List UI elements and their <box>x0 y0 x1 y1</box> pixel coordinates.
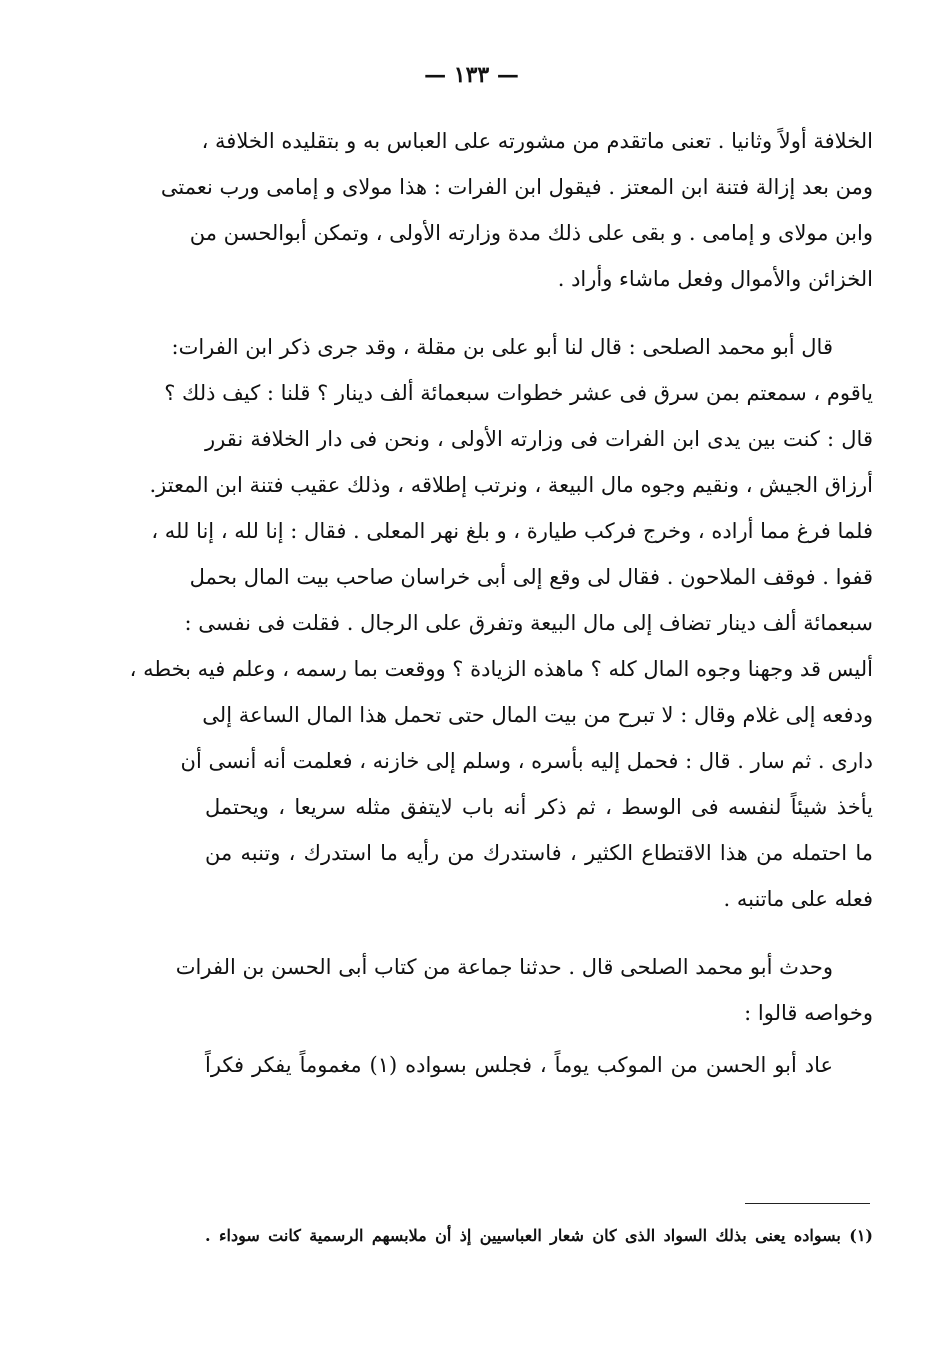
text-line: الخزائن والأموال وفعل ماشاء وأراد . <box>557 267 873 291</box>
text-line: ما احتمله من هذا الاقتطاع الكثير ، فاستدرك من رأيه ما استدرك ، وتنبه من <box>205 841 873 865</box>
text-line: قال أبو محمد الصلحى : قال لنا أبو على بن مقلة ، وقد جرى ذكر ابن الفرات: <box>171 335 833 359</box>
paragraph <box>160 118 873 302</box>
text-line: قفوا . فوقف الملاحون . فقال لى وقع إلى أبى خراسان صاحب بيت المال بحمل <box>189 565 873 589</box>
text-line: يأخذ شيئاً لنفسه فى الوسط ، ثم ذكر أنه باب لايتفق مثله سريعا ، ويحتمل <box>205 795 873 819</box>
footnote: (١) بسواده يعنى بذلك السواد الذى كان شعار العباسيين إذ أن ملابسهم الرسمية كانت سوداء . <box>205 1226 873 1245</box>
text-line: أليس قد وجهنا وجوه المال كله ؟ ماهذه الزيادة ؟ ووقعت بما رسمه ، وعلم فيه بخطه ، <box>129 657 873 681</box>
text-line: فلما فرغ مما أراده ، وخرج فركب طيارة ، و بلغ نهر المعلى . فقال : إنا لله ، إنا لله ، <box>151 519 873 543</box>
text-line: ودفعه إلى غلام وقال : لا تبرح من بيت المال حتى تحمل هذا المال الساعة إلى <box>202 703 873 727</box>
text-line: وابن مولاى و إمامى . و بقى على ذلك مدة وزارته الأولى ، وتمكن أبوالحسن من <box>189 221 873 245</box>
text-line: أرزاق الجيش ، ونقيم وجوه مال البيعة ، ونرتب إطلاقه ، وذلك عقيب فتنة ابن المعتز. <box>149 473 873 497</box>
text-line: عاد أبو الحسن من الموكب يوماً ، فجلس بسواده (١) مغموماً يفكر فكراً <box>205 1053 833 1077</box>
text-line: وخواصه قالوا : <box>744 1001 873 1025</box>
text-line: قال : كنت بين يدى ابن الفرات فى وزارته الأولى ، ونحن فى دار الخلافة نقرر <box>205 427 873 451</box>
footnote-divider <box>745 1203 870 1204</box>
text-line: الخلافة أولاً وثانيا . تعنى ماتقدم من مشورته على العباس به و بتقليده الخلافة ، <box>201 129 873 153</box>
main-text <box>129 118 873 1088</box>
text-line: سبعمائة ألف دينار تضاف إلى مال البيعة وتفرق على الرجال . فقلت فى نفسى : <box>184 611 873 635</box>
paragraph <box>205 1042 873 1088</box>
page-number: — ١٣٣ — <box>424 62 519 88</box>
paragraph <box>129 324 873 922</box>
text-line: فعله على ماتنبه . <box>723 887 873 911</box>
paragraph <box>175 944 873 1036</box>
text-line: ومن بعد إزالة فتنة ابن المعتز . فيقول ابن الفرات : هذا مولاى و إمامى ورب نعمتى <box>160 175 873 199</box>
text-line: وحدث أبو محمد الصلحى قال . حدثنا جماعة من كتاب أبى الحسن بن الفرات <box>175 955 833 979</box>
text-line: ياقوم ، سمعتم بمن سرق فى عشر خطوات سبعمائة ألف دينار ؟ قلنا : كيف ذلك ؟ <box>164 381 873 405</box>
text-line: دارى . ثم سار . قال : فحمل إليه بأسره ، وسلم إلى خازنه ، فعلمت أنه أنسى أن <box>180 749 873 773</box>
